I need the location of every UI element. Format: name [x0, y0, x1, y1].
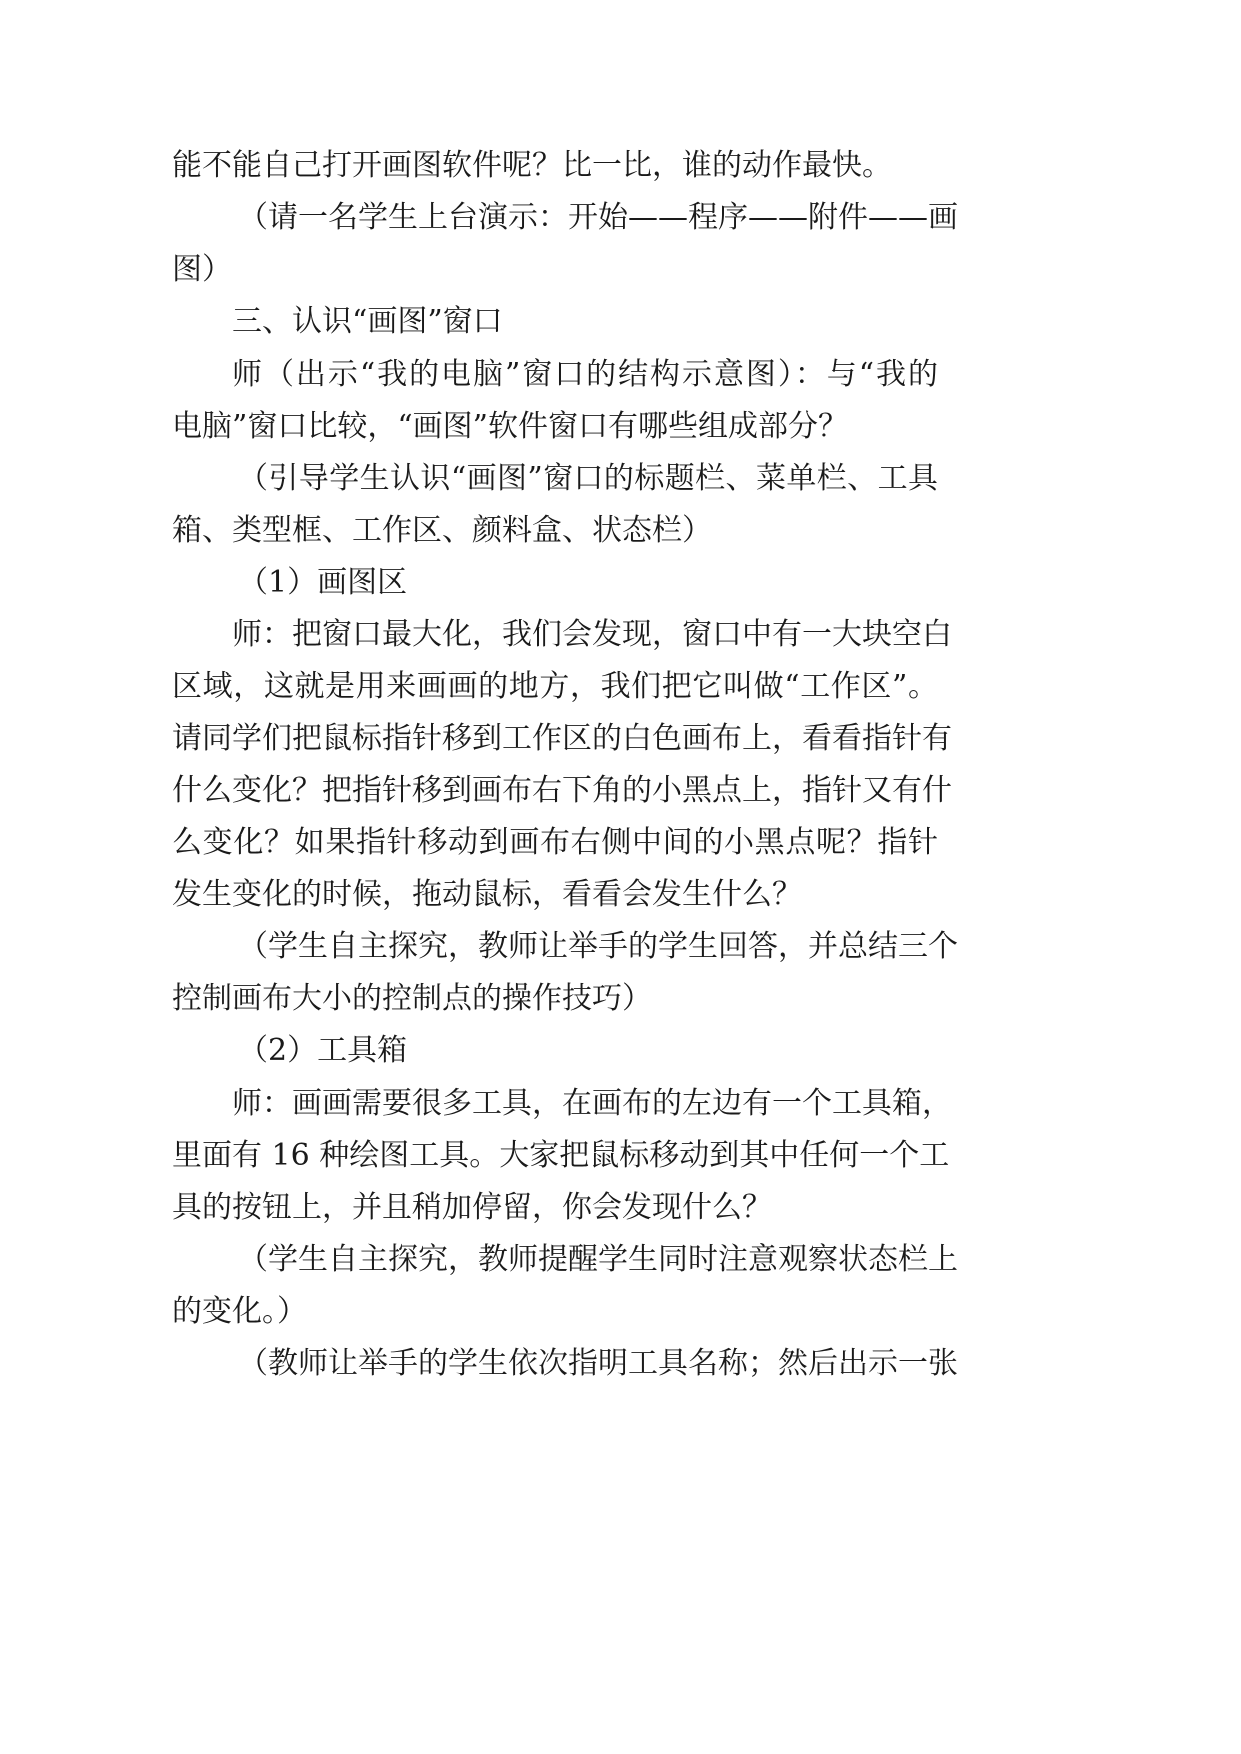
section-heading: 三、认识“画图”窗口 [232, 304, 503, 339]
text-line: （学生自主探究，教师让举手的学生回答，并总结三个 [238, 929, 958, 964]
text-line: （请一名学生上台演示：开始——程序——附件——画 [238, 200, 958, 235]
text-line: （学生自主探究，教师提醒学生同时注意观察状态栏上 [238, 1242, 958, 1277]
text-line: 什么变化？把指针移到画布右下角的小黑点上，指针又有什 [172, 773, 952, 808]
text-line: 控制画布大小的控制点的操作技巧） [172, 981, 652, 1016]
subsection-heading: （2）工具箱 [238, 1033, 408, 1068]
subsection-heading: （1）画图区 [238, 565, 408, 600]
text-line: 师（出示“我的电脑”窗口的结构示意图）：与“我的 [232, 357, 938, 392]
text-line: 请同学们把鼠标指针移到工作区的白色画布上，看看指针有 [172, 721, 952, 756]
text-line: （教师让举手的学生依次指明工具名称；然后出示一张 [238, 1346, 958, 1381]
text-line: 里面有 16 种绘图工具。大家把鼠标移动到其中任何一个工 [172, 1138, 950, 1173]
text-line: 师：画画需要很多工具，在画布的左边有一个工具箱， [232, 1086, 952, 1121]
text-line: 能不能自己打开画图软件呢？比一比，谁的动作最快。 [172, 148, 892, 183]
text-line: 箱、类型框、工作区、颜料盒、状态栏） [172, 513, 712, 548]
text-line: 么变化？如果指针移动到画布右侧中间的小黑点呢？指针 [172, 825, 938, 860]
text-line: 电脑”窗口比较，“画图”软件窗口有哪些组成部分？ [172, 409, 849, 444]
text-line: 的变化。） [172, 1294, 307, 1329]
text-line: 具的按钮上，并且稍加停留，你会发现什么？ [172, 1190, 772, 1225]
text-line: 师：把窗口最大化，我们会发现，窗口中有一大块空白 [232, 617, 952, 652]
text-line: 图） [172, 252, 232, 287]
text-line: 区域，这就是用来画画的地方，我们把它叫做“工作区”。 [172, 669, 938, 704]
text-line: 发生变化的时候，拖动鼠标，看看会发生什么？ [172, 877, 802, 912]
text-line: （引导学生认识“画图”窗口的标题栏、菜单栏、工具 [238, 461, 938, 496]
